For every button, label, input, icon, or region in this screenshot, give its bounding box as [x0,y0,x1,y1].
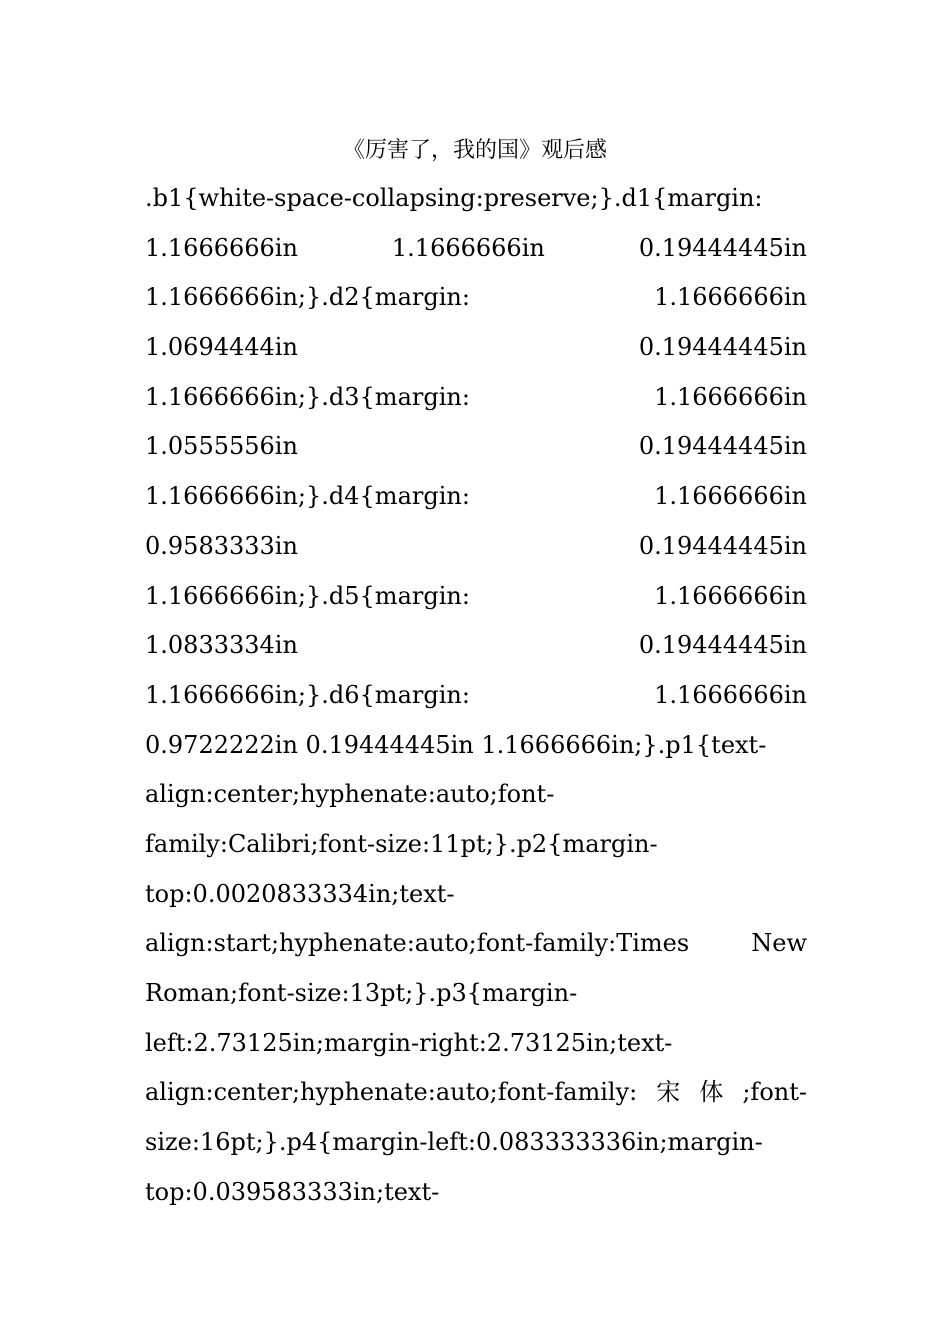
text-segment: 1.1666666in [145,233,298,262]
text-line [145,1068,807,1118]
text-segment: 1.1666666in;}.d5{margin: [145,581,470,610]
text-segment: 1.1666666in;}.d6{margin: [145,680,470,709]
text-line [145,770,807,820]
text-line [145,522,807,572]
text-segment: ;font- [742,1078,807,1107]
text-segment: 1.1666666in [654,680,807,709]
text-line [145,969,807,1019]
text-line [145,671,807,721]
text-segment: family:Calibri;font-size:11pt;}.p2{margin- [145,829,658,858]
text-line [145,919,807,969]
text-segment: size:16pt;}.p4{margin-left:0.083333336in;margin- [145,1128,763,1157]
text-segment: 1.1666666in [654,382,807,411]
text-line [145,472,807,522]
text-segment: align:start;hyphenate:auto;font-family:Times [145,929,690,958]
text-line [145,870,807,920]
text-segment: 体 [699,1078,724,1107]
text-segment: 0.19444445in [638,233,807,262]
text-segment: 0.19444445in [638,432,807,461]
text-segment: 1.1666666in;}.d4{margin: [145,482,470,511]
text-segment: 宋 [656,1078,681,1107]
text-line [145,323,807,373]
text-segment: 1.1666666in [391,233,545,262]
text-segment: 1.1666666in;}.d3{margin: [145,382,470,411]
text-segment: .b1{white-space-collapsing:preserve;}.d1{margin: [145,184,763,212]
text-segment: align:center;hyphenate:auto;font-family: [145,1078,638,1107]
text-line [145,422,807,472]
text-segment: 0.9583333in [145,531,298,560]
text-segment: align:center;hyphenate:auto;font- [145,780,555,809]
text-segment: 1.1666666in [654,283,807,312]
text-segment: top:0.0020833334in;text- [145,879,455,908]
text-segment: 1.1666666in [654,482,807,511]
text-line [145,1019,807,1069]
text-segment: top:0.039583333in;text- [145,1177,440,1206]
text-segment: 1.1666666in [654,581,807,610]
text-line [145,373,807,423]
text-segment: Roman;font-size:13pt;}.p3{margin- [145,979,578,1007]
text-line [145,1168,807,1218]
text-line [145,174,807,224]
text-line [145,621,807,671]
text-segment: 1.0555556in [145,432,298,461]
text-line [145,572,807,622]
text-segment: 1.0833334in [145,631,298,660]
text-segment: 1.0694444in [145,333,298,362]
text-line [145,273,807,323]
text-line [145,224,807,274]
text-segment: 0.19444445in [638,333,807,362]
text-segment: left:2.73125in;margin-right:2.73125in;text- [145,1028,673,1057]
body-text [145,174,807,1217]
document-title: 《厉害了，我的国》观后感 [342,138,607,163]
text-line [145,1118,807,1168]
text-line [145,721,807,771]
text-segment: 0.19444445in [638,531,807,560]
text-segment: New [751,929,807,958]
text-line [145,820,807,870]
text-segment: 1.1666666in;}.d2{margin: [145,283,470,312]
text-segment: 0.9722222in 0.19444445in 1.1666666in;}.p1{text- [145,730,767,759]
text-segment: 0.19444445in [638,631,807,660]
